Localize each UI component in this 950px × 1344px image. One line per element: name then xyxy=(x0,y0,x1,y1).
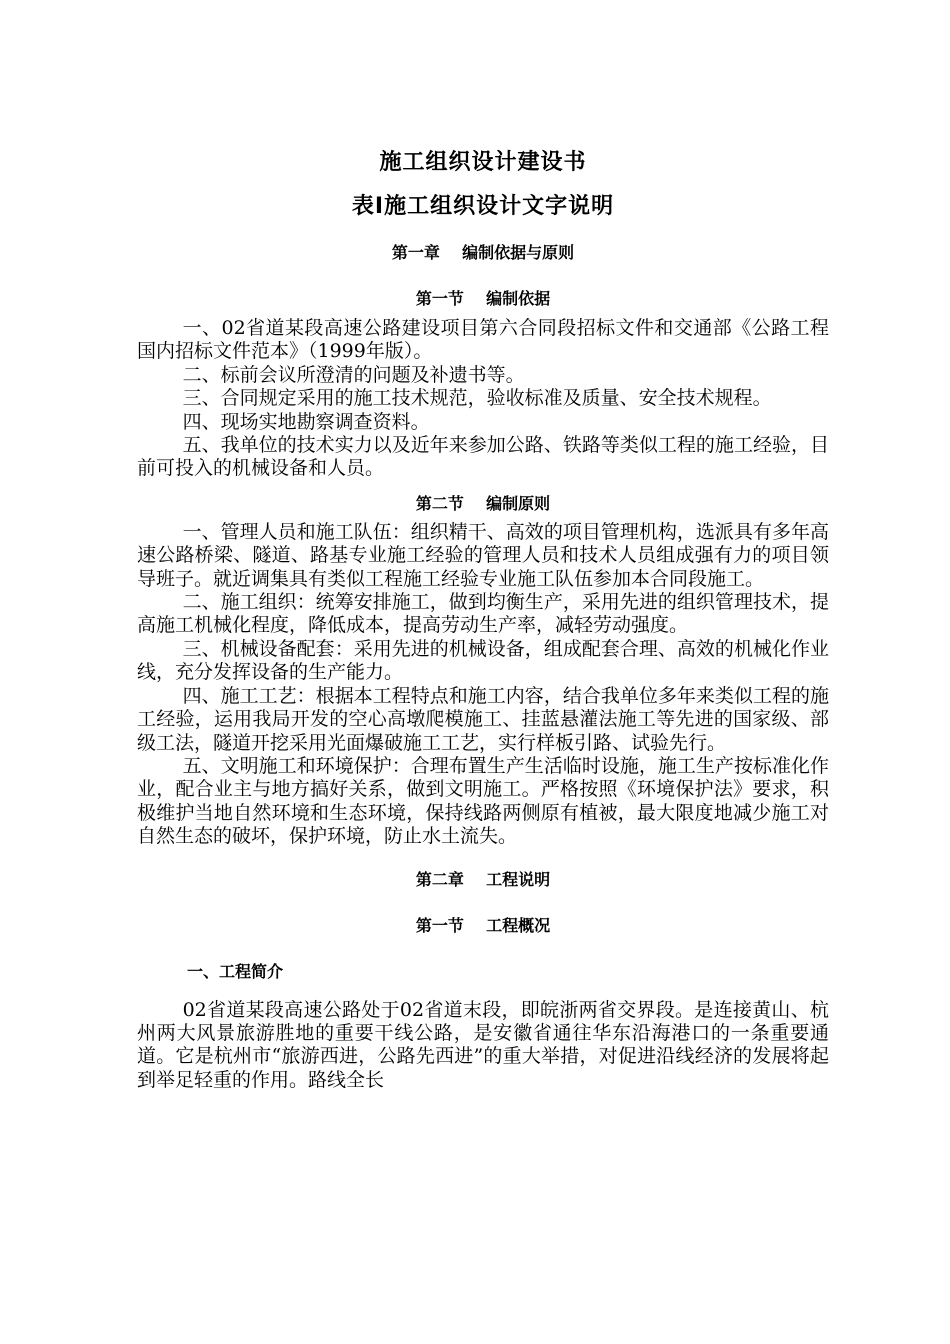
chapter-1-section-2-heading: 第二节 编制原则 xyxy=(415,493,551,513)
chapter-1-heading: 第一章 编制依据与原则 xyxy=(391,243,575,262)
paragraph: 三、机械设备配套：采用先进的机械设备，组成配套合理、高效的机械化作业线，充分发挥设备的生产能力。 xyxy=(137,637,829,684)
paragraph: 一、02省道某段高速公路建设项目第六合同段招标文件和交通部《公路工程国内招标文件范本》（1999年版）。 xyxy=(137,317,829,363)
chapter-1-section-1-heading: 第一节 编制依据 xyxy=(415,289,551,308)
chapter-2-subheading: 一、工程简介 xyxy=(187,961,284,981)
paragraph: 五、我单位的技术实力以及近年来参加公路、铁路等类似工程的施工经验，目前可投入的机械设备和人员。 xyxy=(137,434,829,480)
paragraph: 五、文明施工和环境保护：合理布置生产生活临时设施，施工生产按标准化作业，配合业主与地方搞好关系，做到文明施工。严格按照《环境保护法》要求，积极维护当地自然环境和生态环境，保持线路两侧原有植被，最大限度地减少施工对自然生态的破坏，保护环境，防止水土流失。 xyxy=(137,754,829,848)
chapter-1-section-1-body xyxy=(137,317,829,481)
paragraph: 02省道某段高速公路处于02省道末段，即皖浙两省交界段。是连接黄山、杭州两大风景旅游胜地的重要干线公路，是安徽省通往华东沿海港口的一条重要通道。它是杭州市“旅游西进，公路先西进”的重大举措，对促进沿线经济的发展将起到举足轻重的作用。路线全长 xyxy=(137,998,829,1091)
paragraph: 二、标前会议所澄清的问题及补遗书等。 xyxy=(182,363,525,386)
document-title: 施工组织设计建设书 xyxy=(379,150,587,175)
chapter-2-section-1-body xyxy=(137,999,829,1093)
paragraph: 四、施工工艺：根据本工程特点和施工内容，结合我单位多年来类似工程的施工经验，运用我局开发的空心高墩爬模施工、挂蓝悬灌法施工等先进的国家级、部级工法，隧道开挖采用光面爆破施工工艺，实行样板引路、试验先行。 xyxy=(137,684,829,754)
chapter-2-section-1-heading: 第一节 工程概况 xyxy=(415,915,551,935)
paragraph: 一、管理人员和施工队伍：组织精干、高效的项目管理机构，选派具有多年高速公路桥梁、隧道、路基专业施工经验的管理人员和技术人员组成强有力的项目领导班子。就近调集具有类似工程施工经验专业施工队伍参加本合同段施工。 xyxy=(137,520,829,590)
chapter-1-section-2-body xyxy=(137,521,829,849)
paragraph: 四、现场实地勘察调查资料。 xyxy=(182,410,430,433)
document-page xyxy=(137,140,829,1092)
paragraph: 三、合同规定采用的施工技术规范，验收标准及质量、安全技术规程。 xyxy=(182,387,772,410)
paragraph: 二、施工组织：统筹安排施工，做到均衡生产，采用先进的组织管理技术，提高施工机械化程度，降低成本，提高劳动生产率，减轻劳动强度。 xyxy=(137,591,829,637)
document-subtitle: 表Ⅰ施工组织设计文字说明 xyxy=(351,194,615,219)
chapter-2-heading: 第二章 工程说明 xyxy=(415,869,551,889)
